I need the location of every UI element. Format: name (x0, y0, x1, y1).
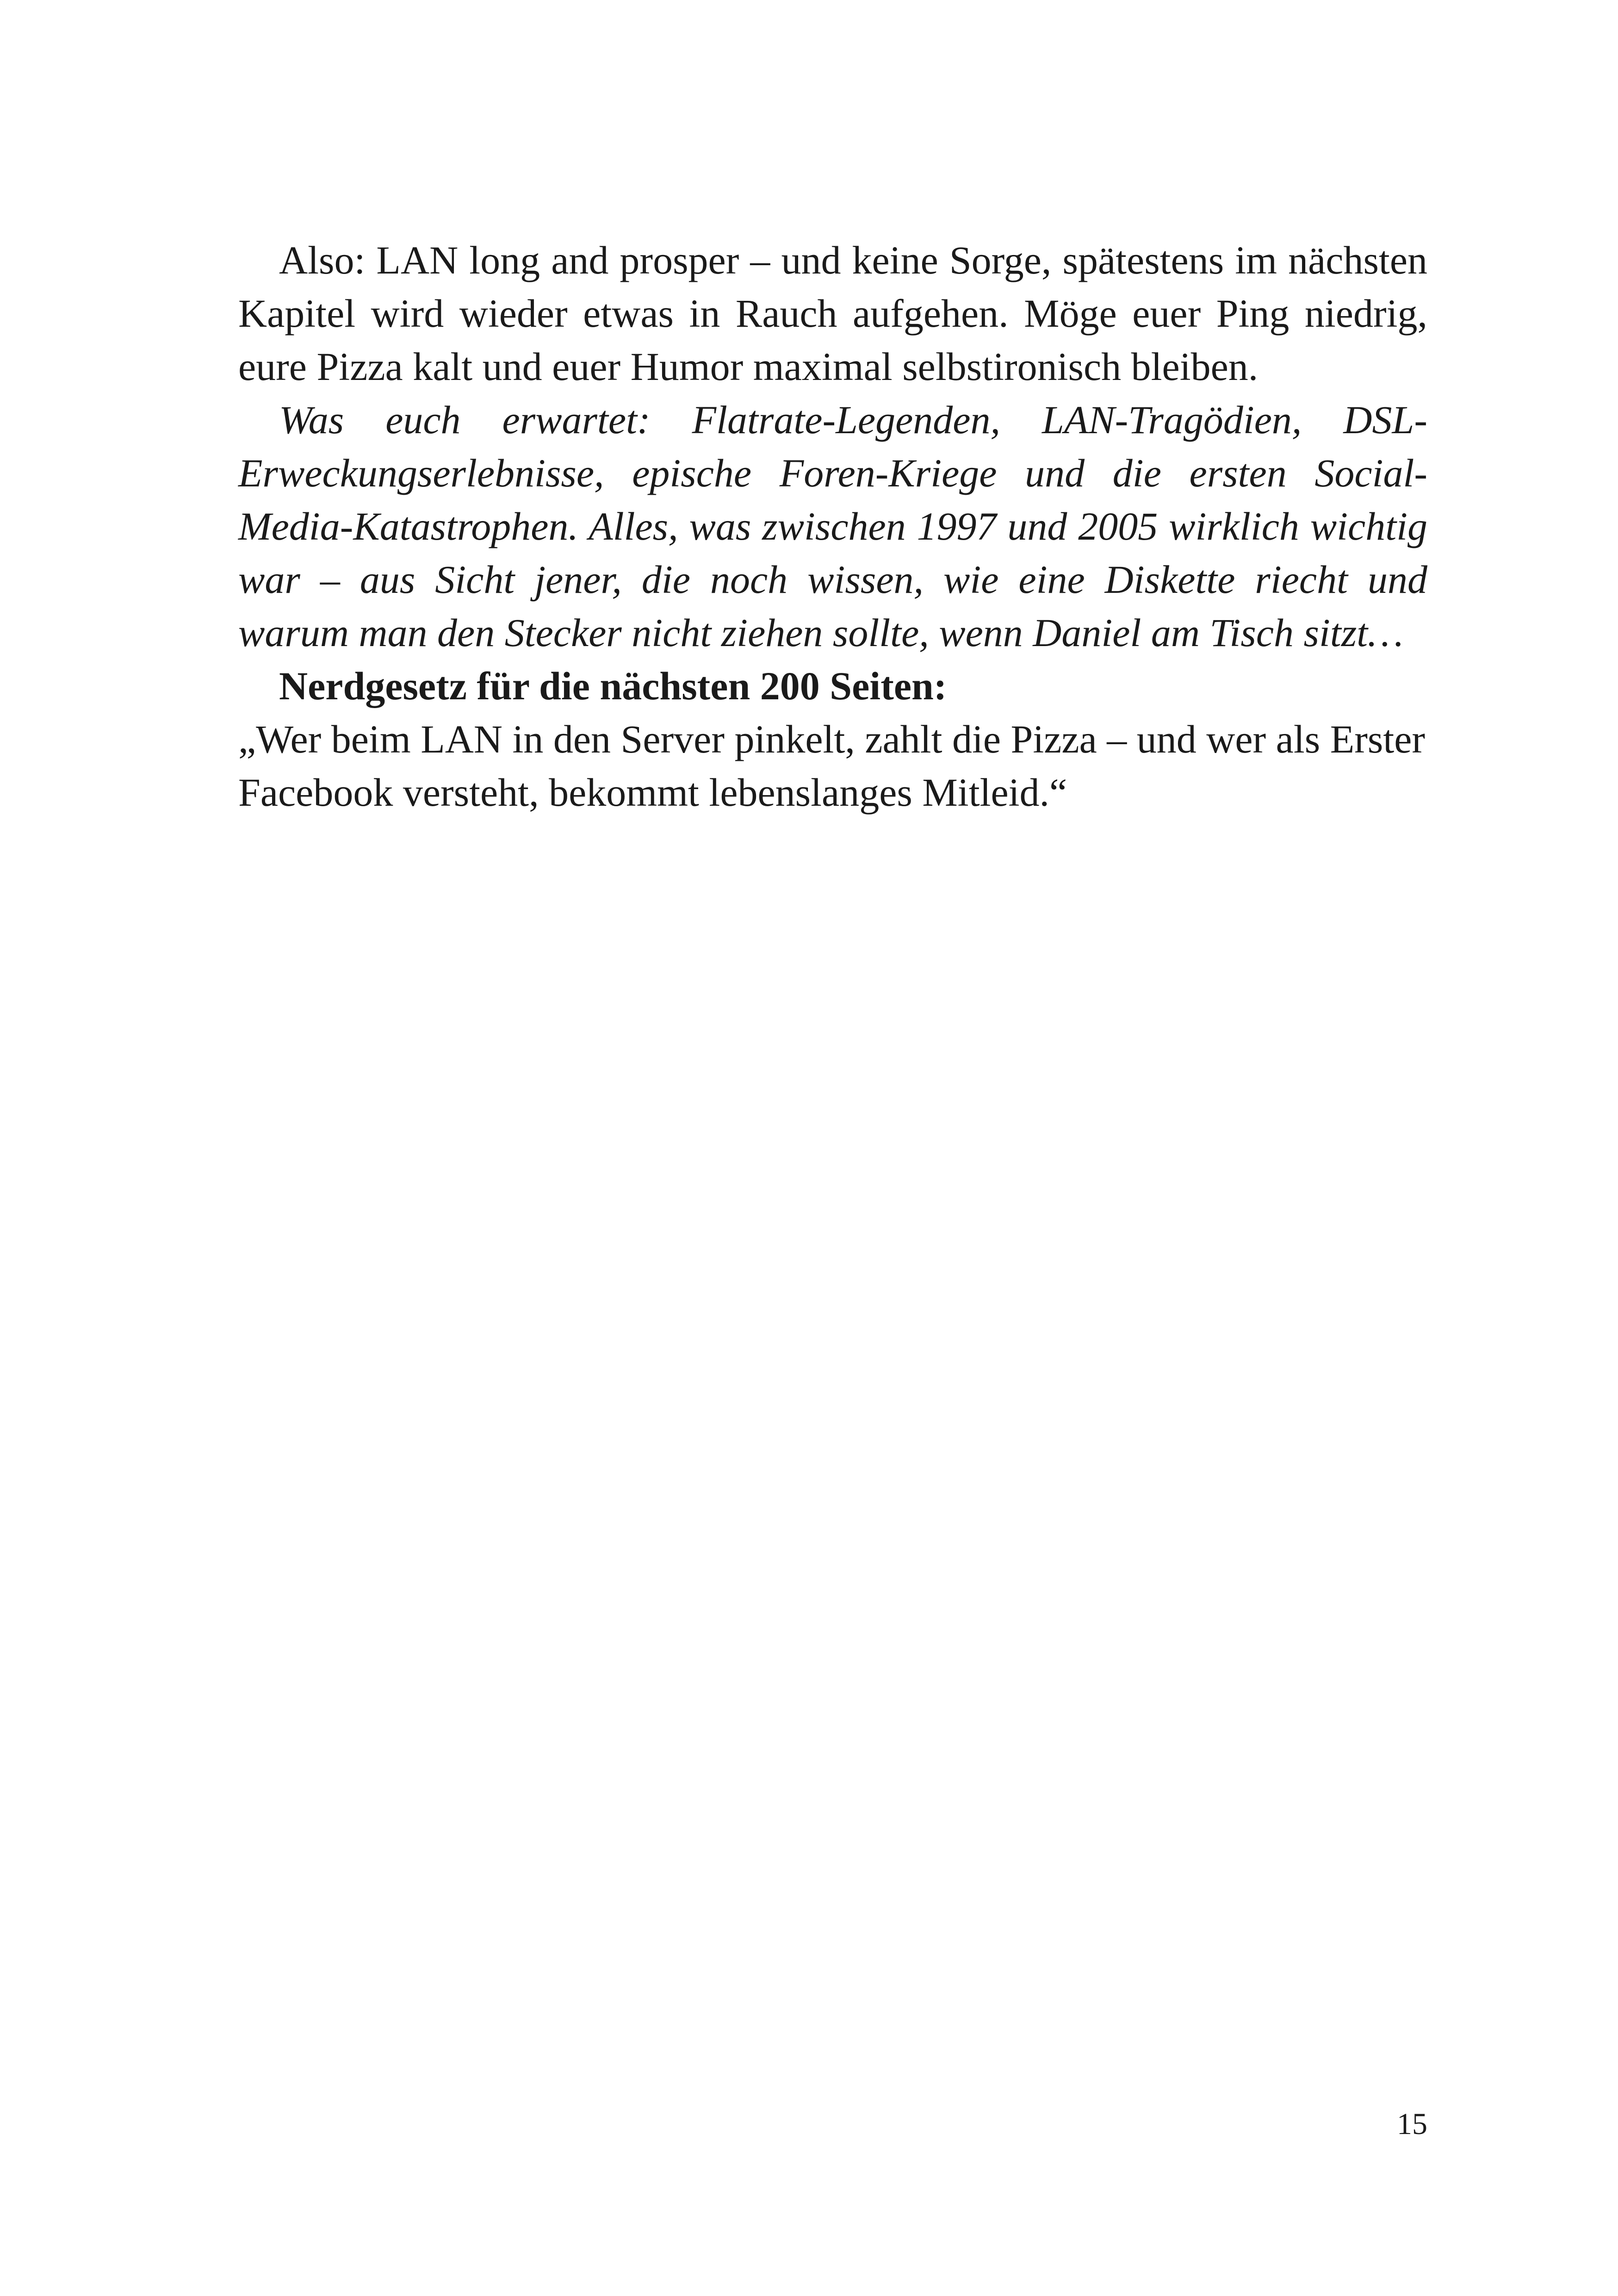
body-text (238, 234, 1427, 819)
paragraph-preview: Was euch erwartet: Flatrate-Legenden, LAN-Tragödien, DSL-Erweckungserlebnisse, epische Foren-Kriege und die ersten Social-Media-Katastrophen. Alles, was zwischen 1997 und 2005 wirklich wichtig war – aus Sicht jener, die noch wissen, wie eine Diskette riecht und warum man den Stecker nicht ziehen sollte, wenn Daniel am Tisch sitzt… (238, 398, 1427, 655)
nerd-law-quote: „Wer beim LAN in den Server pinkelt, zahlt die Pizza – und wer als Erster Facebook versteht, bekommt lebenslanges Mitleid.“ (238, 717, 1426, 815)
page-number: 15 (1397, 2107, 1427, 2141)
paragraph-closing: Also: LAN long and prosper – und keine Sorge, spätestens im nächsten Kapitel wird wieder etwas in Rauch aufgehen. Möge euer Ping niedrig, eure Pizza kalt und euer Humor maximal selbstironisch bleiben. (238, 238, 1427, 389)
nerd-law-heading: Nerdgesetz für die nächsten 200 Seiten: (279, 664, 947, 708)
